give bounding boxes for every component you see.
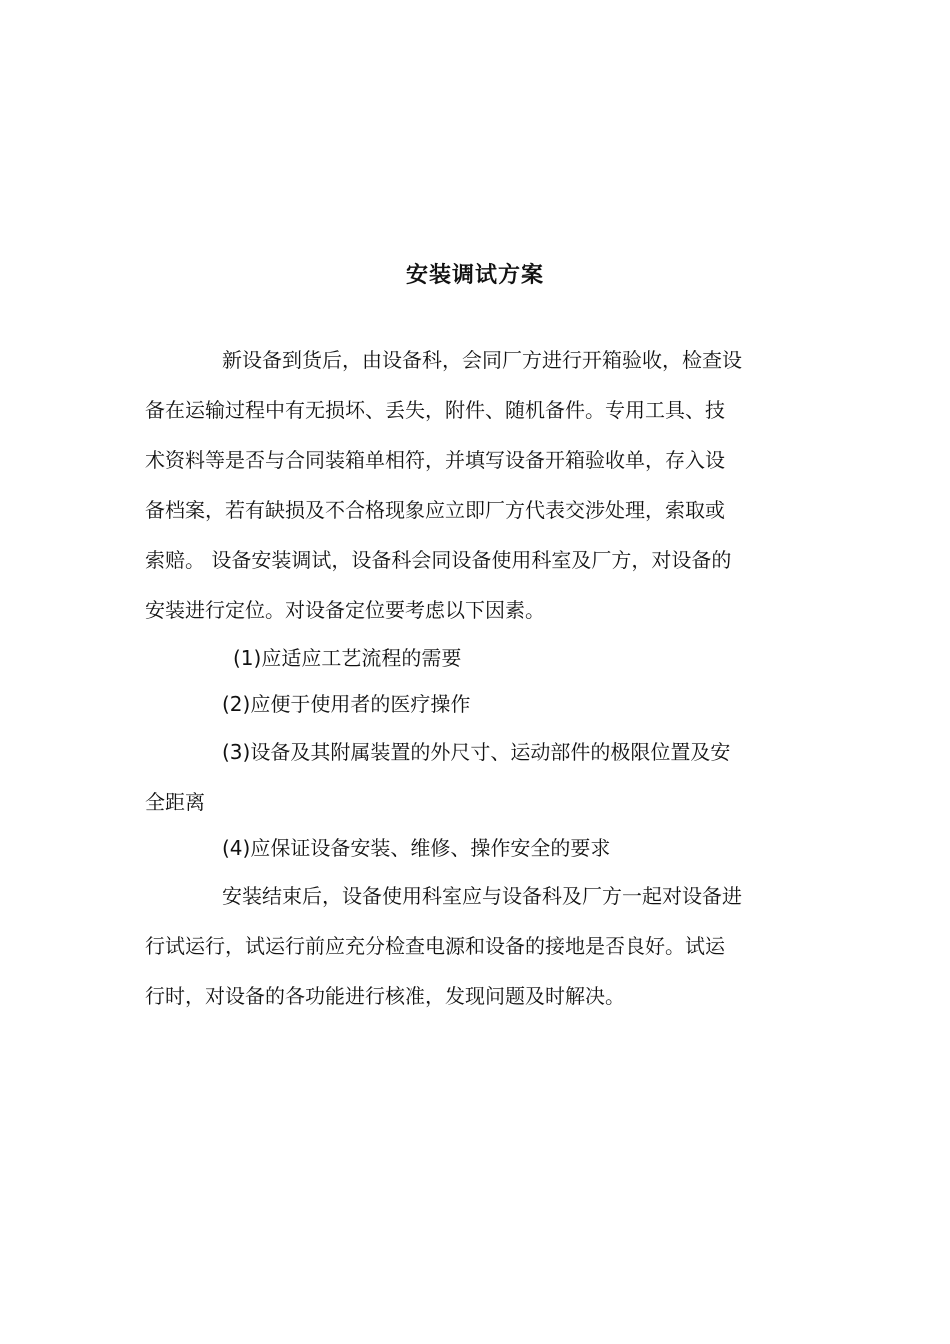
list-item-4: (4)应保证设备安装、维修、操作安全的要求 (222, 836, 611, 860)
document-title: 安装调试方案 (405, 263, 544, 288)
paragraph-2-line-2: 行试运行，试运行前应充分检查电源和设备的接地是否良好。试运 (145, 934, 725, 958)
paragraph-1-line-2: 备在运输过程中有无损坏、丢失，附件、随机备件。专用工具、技 (145, 398, 725, 422)
paragraph-1-line-4: 备档案，若有缺损及不合格现象应立即厂方代表交涉处理，索取或 (145, 498, 725, 522)
paragraph-2-line-1: 安装结束后，设备使用科室应与设备科及厂方一起对设备进 (222, 884, 742, 908)
list-item-1: (1)应适应工艺流程的需要 (233, 646, 462, 670)
paragraph-2-line-3: 行时，对设备的各功能进行核准，发现问题及时解决。 (145, 984, 625, 1008)
list-item-3-line-1: (3)设备及其附属装置的外尺寸、运动部件的极限位置及安 (222, 740, 731, 764)
paragraph-1-line-1: 新设备到货后，由设备科，会同厂方进行开箱验收，检查设 (222, 348, 742, 372)
list-item-3-line-2: 全距离 (145, 790, 205, 814)
paragraph-1-line-3: 术资料等是否与合同装箱单相符，并填写设备开箱验收单，存入设 (145, 448, 725, 472)
paragraph-1-line-5: 索赔。 设备安装调试，设备科会同设备使用科室及厂方，对设备的 (145, 548, 732, 572)
paragraph-1-line-6: 安装进行定位。对设备定位要考虑以下因素。 (145, 598, 545, 622)
list-item-2: (2)应便于使用者的医疗操作 (222, 692, 471, 716)
